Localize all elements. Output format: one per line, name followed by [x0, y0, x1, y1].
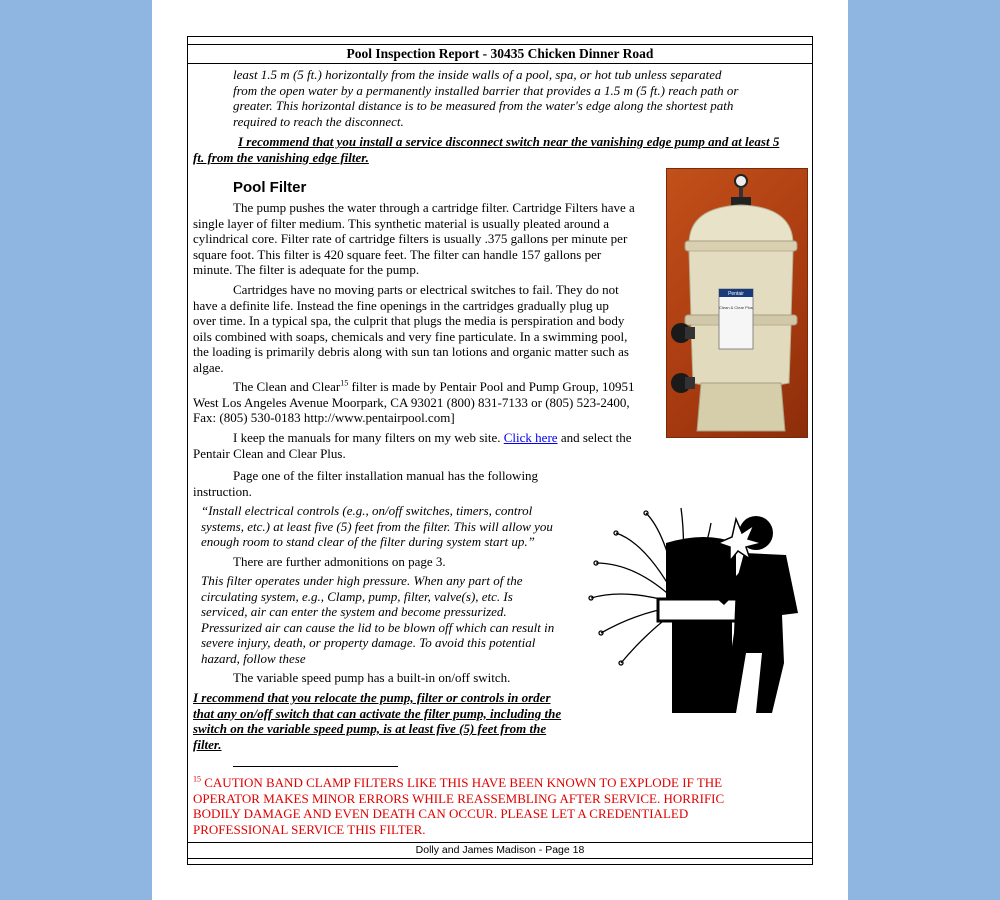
- cartridge-filter-photo: [666, 168, 808, 438]
- text-line: the loading is primarily debris along with sun tan lotions and organic matter such as: [193, 344, 629, 360]
- manual-warning: [201, 573, 591, 667]
- recommendation-line: that any on/off switch that can activate the filter pump, including the: [193, 705, 562, 721]
- quote-line: enough room to stand clear of the filter during system start up.”: [201, 534, 535, 550]
- footnote-line: OPERATOR MAKES MINOR ERRORS WHILE REASSEMBLING AFTER SERVICE. HORRIFIC: [193, 790, 725, 806]
- footnote: [193, 775, 808, 838]
- quote-line: “Install electrical controls (e.g., on/off switches, timers, control: [201, 503, 533, 518]
- recommendation-line: ft. from the vanishing edge filter.: [193, 149, 369, 165]
- warning-line: circulating system, e.g., Clamp, pump, filter, valve(s), etc. Is: [201, 588, 513, 604]
- recommendation-disconnect: [193, 134, 813, 165]
- filter-paragraph-4: [193, 430, 663, 461]
- filter-paragraph-2: [193, 282, 663, 376]
- text-line: square foot. This filter is 420 square feet. The filter can handle 157 gallons per: [193, 246, 602, 262]
- explosion-warning-pictogram: [586, 503, 810, 715]
- filter-paragraph-1: [193, 200, 663, 278]
- label-text: Clean & Clear Plus: [719, 305, 753, 310]
- footnote-line: BODILY DAMAGE AND EVEN DEATH CAN OCCUR. PLEASE LET A CREDENTIALED: [193, 806, 689, 822]
- text-line: The pump pushes the water through a cartridge filter. Cartridge Filters have a: [233, 200, 635, 215]
- recommendation-relocate: [193, 690, 593, 752]
- text-line: Page one of the filter installation manual has the following: [233, 468, 539, 483]
- text-line: over time. In a typical spa, the culprit that plugs the media is perspiration and body: [193, 313, 625, 329]
- report-header: [187, 44, 813, 64]
- section-title: Pool Filter: [233, 179, 307, 196]
- text-line: minute. The filter is adequate for the pump.: [193, 262, 420, 278]
- recommendation-line: switch on the variable speed pump, is at least five (5) feet from the: [193, 721, 547, 737]
- text-line: The Clean and Clear$^{15}$ filter is made by Pentair Pool and Pump Group, 10951: [233, 378, 635, 394]
- recommendation-line: I recommend that you relocate the pump, filter or controls in order: [193, 690, 551, 705]
- warning-line: This filter operates under high pressure. When any part of the: [201, 573, 523, 588]
- quote-line: systems, etc.) at least five (5) feet from the filter. This will allow you: [201, 518, 553, 534]
- text-line: Pentair Clean and Clear Plus.: [193, 445, 346, 461]
- filter-paragraph-5: [193, 468, 593, 499]
- manuals-link[interactable]: Click here: [503, 430, 558, 445]
- page-footer: [187, 842, 813, 859]
- filter-paragraph-3: [193, 379, 663, 426]
- footnote-line: PROFESSIONAL SERVICE THIS FILTER.: [193, 822, 426, 838]
- text-line: algae.: [193, 359, 224, 375]
- warning-line: Pressurized air can cause the lid to be blown off which can result in: [201, 619, 555, 635]
- recommendation-line: I recommend that you install a service disconnect switch near the vanishing edge pump and at least 5: [238, 134, 780, 149]
- footnote-line: $^{15}$ CAUTION BAND CLAMP FILTERS LIKE THIS HAVE BEEN KNOWN TO EXPLODE IF THE: [193, 774, 723, 790]
- footnote-ref: 15: [340, 378, 349, 388]
- footer-text: Dolly and James Madison - Page 18: [415, 844, 585, 856]
- intro-paragraph: [233, 67, 808, 129]
- text-line: have a definite life. Instead the fine openings in the cartridges gradually plug up: [193, 297, 609, 313]
- filter-tank-illustration: [667, 169, 807, 437]
- intro-line: required to reach the disconnect.: [233, 113, 404, 129]
- intro-line: from the open water by a permanently installed barrier that provides a 1.5 m (5 ft.) reach path or: [233, 82, 739, 98]
- text-line: There are further admonitions on page 3.: [233, 554, 446, 569]
- text-line: instruction.: [193, 483, 252, 499]
- footnote-rule: [233, 766, 398, 767]
- text-line: I keep the manuals for many filters on my web site. Click here and select the: [233, 430, 632, 445]
- text-line: The variable speed pump has a built-in on/off switch.: [233, 670, 511, 685]
- text-line: cylindrical core. Filter rate of cartridge filters is usually .375 gallons per minute per: [193, 231, 628, 247]
- warning-line: severe injury, death, or property damage. To avoid this potential: [201, 635, 536, 651]
- text-line: West Los Angeles Avenue Moorpark, CA 93021 (800) 831-7133 or (805) 523-2400,: [193, 394, 630, 410]
- text-line: Fax: (805) 530-0183 http://www.pentairpool.com]: [193, 410, 455, 426]
- footnote-number: 15: [193, 774, 201, 784]
- warning-line: serviced, air can enter the system and become pressurized.: [201, 604, 507, 620]
- intro-line: greater. This horizontal distance is to be measured from the water's edge along the shortest path: [233, 98, 734, 114]
- text-line: Cartridges have no moving parts or electrical switches to fail. They do not: [233, 282, 619, 297]
- text-line: single layer of filter medium. This synthetic material is usually pleated around a: [193, 215, 610, 231]
- recommendation-line: filter.: [193, 736, 222, 752]
- report-title: Pool Inspection Report - 30435 Chicken Dinner Road: [346, 46, 654, 61]
- text-line: oils combined with soaps, chemicals and very fine particulate. In a swimming pool,: [193, 328, 628, 344]
- intro-line: least 1.5 m (5 ft.) horizontally from the inside walls of a pool, spa, or hot tub unless separated: [233, 67, 722, 82]
- brand-text: Pentair: [728, 291, 744, 297]
- manual-quote: [201, 503, 591, 550]
- warning-line: hazard, follow these: [201, 650, 306, 666]
